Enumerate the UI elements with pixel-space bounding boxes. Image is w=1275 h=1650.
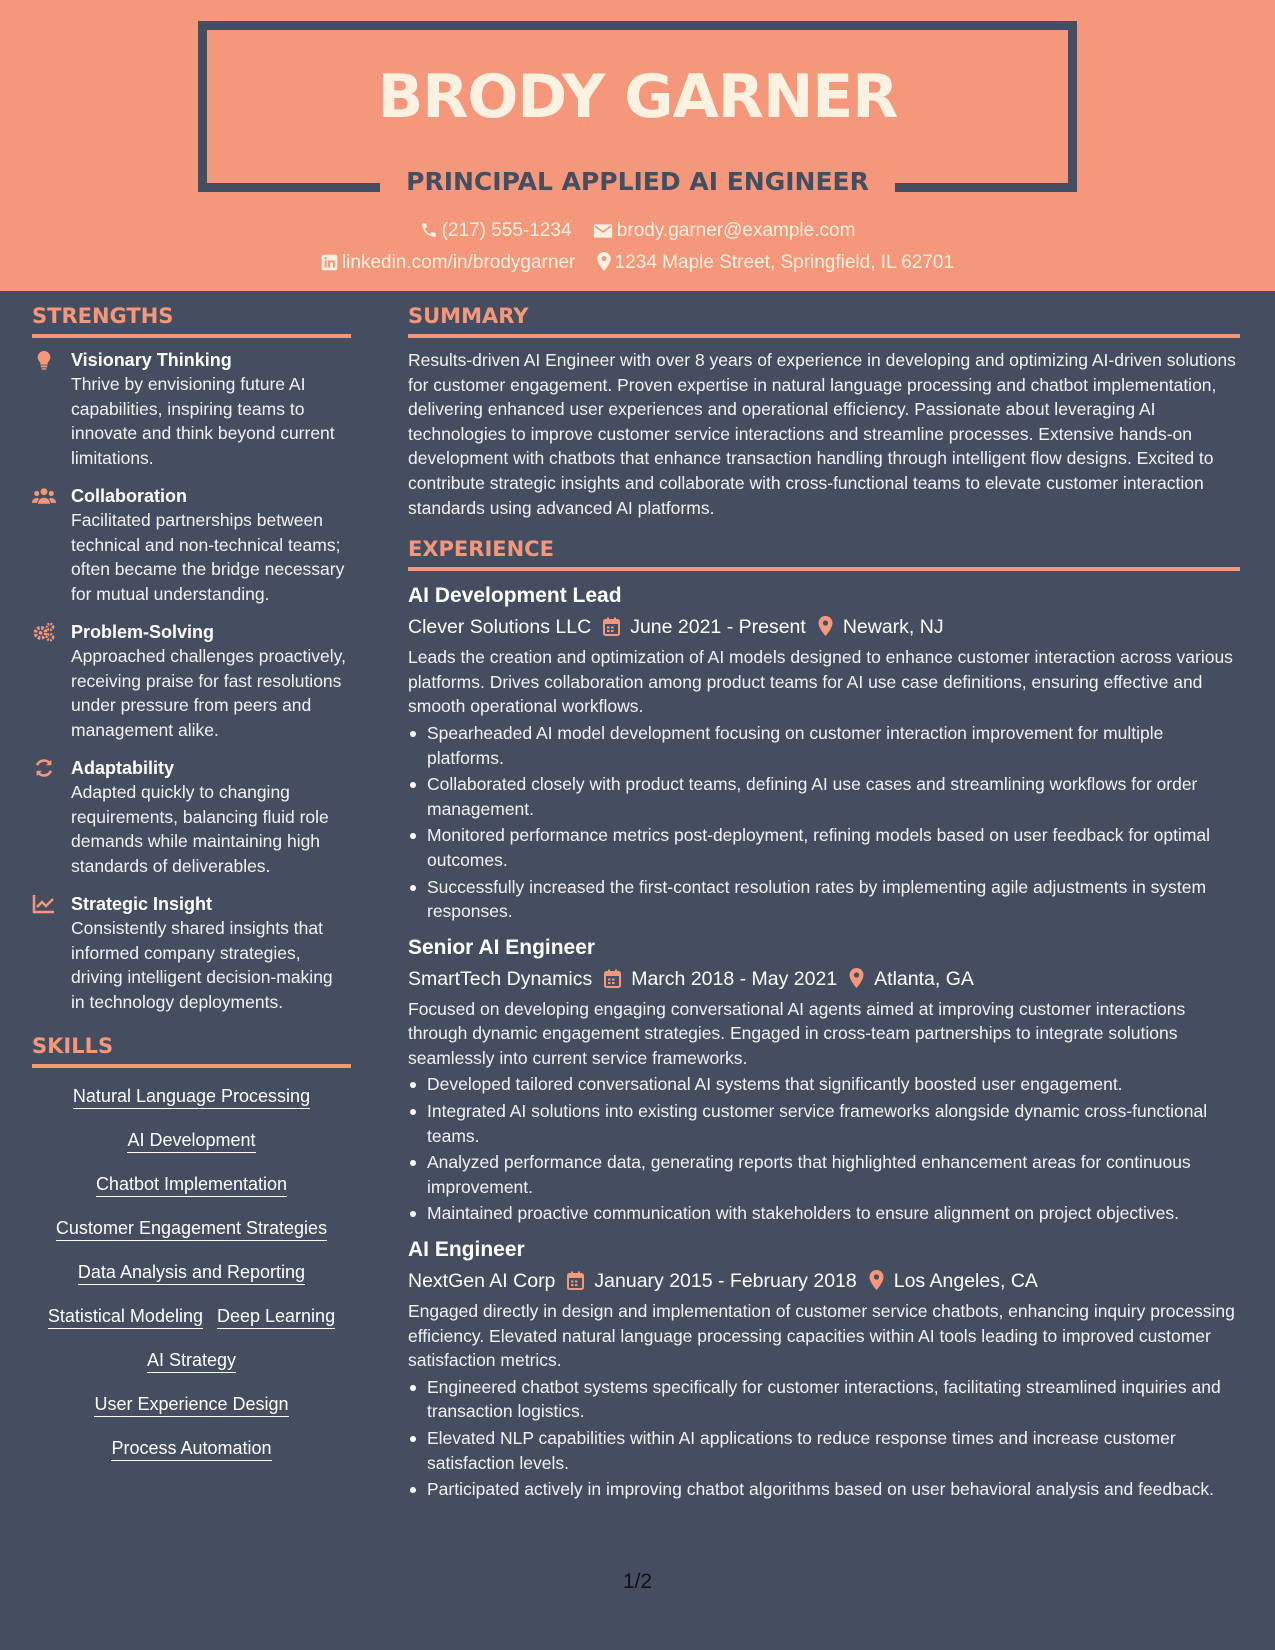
job-description: Leads the creation and optimization of AI models designed to enhance customer interaction across various platforms. Drives collaboration among product teams for AI use case definitions, ensuring effective and smooth operational workflows. [408,647,1233,717]
job-title: AI Engineer [408,1238,525,1262]
job-entry [408,581,1240,924]
strength-desc: Facilitated partnerships between technical and non-technical teams; often became the bridge necessary for mutual understanding. [71,510,345,604]
map-pin-icon [849,968,864,988]
list-item: Maintained proactive communication with stakeholders to ensure alignment on project objectives. [408,1201,1240,1226]
contact-line-1 [0,220,1275,242]
job-location: Los Angeles, CA [893,1270,1038,1293]
list-item: Monitored performance metrics post-deployment, refining models based on user feedback for optimal outcomes. [408,823,1240,872]
job-location: Newark, NJ [842,616,944,639]
job-dates: January 2015 - February 2018 [594,1270,857,1293]
contact-line-2 [0,252,1275,274]
strength-desc: Consistently shared insights that informed company strategies, driving intelligent decision-making in technology deployments. [71,918,333,1012]
refresh-icon [32,757,56,779]
gears-icon [32,621,56,643]
strength-title: Strategic Insight [71,894,213,914]
skills-heading: SKILLS [32,1034,351,1068]
job-role-title: PRINCIPAL APPLIED AI ENGINEER [406,167,869,196]
job-bullets [408,1375,1240,1502]
job-meta [408,963,1240,995]
strength-title: Problem-Solving [71,622,215,642]
skills-list [32,1078,351,1480]
list-item: Collaborated closely with product teams, defining AI use cases and streamlining workflows for order management. [408,772,1240,821]
contact-email[interactable]: brody.garner@example.com [593,220,856,242]
skill-tag: Natural Language Processing [73,1084,310,1109]
job-description: Engaged directly in design and implementation of customer service chatbots, enhancing inquiry processing efficiency. Elevated natural language processing capacities within AI tools leading to improved customer satisfaction metrics. [408,1301,1235,1371]
list-item: Successfully increased the first-contact resolution rates by implementing agile adjustments in system responses. [408,875,1240,924]
strength-item [32,892,351,1014]
list-item: Elevated NLP capabilities within AI applications to reduce response times and increase customer satisfaction levels. [408,1426,1240,1475]
calendar-icon [567,1271,584,1290]
job-description: Focused on developing engaging conversational AI agents aimed at improving customer interactions through dynamic engagement strategies. Engaged in cross-team partnerships to integrate solutions seamlessly into current service frameworks. [408,998,1186,1068]
right-column [408,304,1240,1511]
experience-heading: EXPERIENCE [408,537,1240,571]
summary-heading: SUMMARY [408,304,1240,338]
strength-item [32,620,351,742]
strength-desc: Adapted quickly to changing requirements, balancing fluid role demands while maintaining high standards of deliverables. [71,782,329,876]
strength-desc: Approached challenges proactively, receiving praise for fast resolutions under pressure from peers and management alike. [71,646,346,740]
map-pin-icon [818,616,833,636]
map-pin-icon [597,252,611,271]
candidate-name: BRODY GARNER [377,62,898,132]
strength-desc: Thrive by envisioning future AI capabilities, inspiring teams to innovate and think beyond current limitations. [71,374,335,468]
list-item: Participated actively in improving chatbot algorithms based on user behavioral analysis and feedback. [408,1477,1240,1502]
strength-title: Collaboration [71,486,187,506]
job-entry [408,933,1240,1226]
skill-tag: Process Automation [111,1436,271,1461]
job-meta [408,1265,1240,1297]
calendar-icon [603,617,620,636]
skill-tag: Chatbot Implementation [96,1172,287,1197]
linkedin-icon [321,254,338,271]
job-company: Clever Solutions LLC [408,616,592,639]
contact-linkedin[interactable]: linkedin.com/in/brodygarner [321,252,575,274]
summary-text: Results-driven AI Engineer with over 8 years of experience in developing and optimizing AI-driven solutions for customer engagement. Proven expertise in natural language processing and chatbot implementation, delivering enhanced user experiences and operational efficiency. Passionate about leveraging AI technologies to improve customer service interactions and streamline processes. Extensive hands-on development with chatbots that enhance transaction handling through intelligent flow designs. Excited to contribute strategic insights and collaborate with cross-functional teams to elevate customer interaction standards using advanced AI platforms. [408,350,1236,518]
list-item: Developed tailored conversational AI systems that significantly boosted user engagement. [408,1072,1240,1097]
job-dates: March 2018 - May 2021 [631,967,838,990]
job-title: Senior AI Engineer [408,935,596,959]
job-title: AI Development Lead [408,584,622,608]
list-item: Integrated AI solutions into existing customer service frameworks alongside dynamic cross-functional teams. [408,1099,1240,1148]
job-company: SmartTech Dynamics [408,967,593,990]
list-item: Spearheaded AI model development focusing on customer interaction improvement for multiple platforms. [408,721,1240,770]
strength-item [32,756,351,878]
strength-title: Adaptability [71,758,175,778]
list-item: Analyzed performance data, generating reports that highlighted enhancement areas for continuous improvement. [408,1150,1240,1199]
chart-line-icon [32,893,56,915]
skill-tag: User Experience Design [94,1392,288,1417]
strengths-heading: STRENGTHS [32,304,351,338]
job-location: Atlanta, GA [874,967,974,990]
job-meta [408,611,1240,643]
job-entry [408,1235,1240,1502]
job-bullets [408,721,1240,924]
phone-icon [420,221,438,239]
job-bullets [408,1072,1240,1226]
map-pin-icon [869,1270,884,1290]
left-column [32,304,351,1480]
calendar-icon [604,969,621,988]
skill-tag: Customer Engagement Strategies [56,1216,327,1241]
header-banner [0,0,1275,291]
list-item: Engineered chatbot systems specifically for customer interactions, facilitating streamlined inquiries and transaction logistics. [408,1375,1240,1424]
page-number: 1/2 [622,1570,653,1593]
skill-tag: Statistical Modeling [48,1304,203,1329]
people-icon [32,485,56,507]
strength-item [32,484,351,606]
job-company: NextGen AI Corp [408,1270,556,1293]
skill-tag: Data Analysis and Reporting [78,1260,305,1285]
envelope-icon [593,223,613,239]
lightbulb-icon [32,349,56,371]
strength-title: Visionary Thinking [71,350,232,370]
skill-tag: AI Strategy [147,1348,236,1373]
contact-phone[interactable]: (217) 555-1234 [420,220,572,242]
skill-tag: AI Development [127,1128,255,1153]
skill-tag: Deep Learning [217,1304,335,1329]
job-dates: June 2021 - Present [630,616,806,639]
strength-item [32,348,351,470]
contact-address: 1234 Maple Street, Springfield, IL 62701 [597,252,954,274]
